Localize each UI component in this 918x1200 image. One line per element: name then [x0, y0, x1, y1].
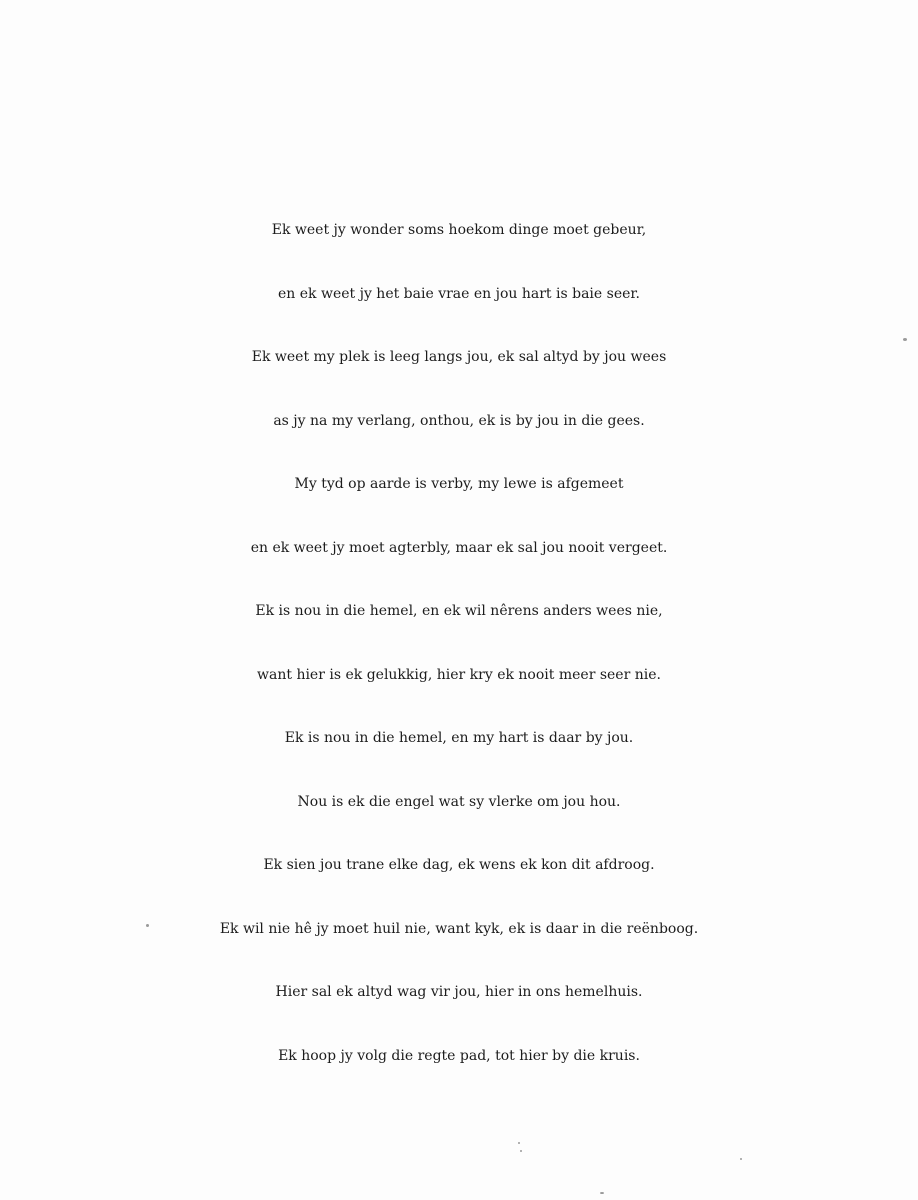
scan-speck [146, 924, 149, 927]
poem-line: Nou is ek die engel wat sy vlerke om jou hou. [297, 793, 621, 810]
scan-speck [518, 1142, 520, 1144]
poem-line: Ek is nou in die hemel, en ek wil nêrens anders wees nie, [255, 603, 663, 619]
poem-line: as jy na my verlang, onthou, ek is by jou in die gees. [273, 412, 645, 429]
scan-speck [903, 338, 907, 341]
poem-line: Ek wil nie hê jy moet huil nie, want kyk, ek is daar in die reënboog. [219, 920, 699, 937]
poem [0, 210, 918, 1099]
poem-line: Ek is nou in die hemel, en my hart is daar by jou. [284, 730, 634, 746]
poem-line: Ek hoop jy volg die regte pad, tot hier by die kruis. [278, 1047, 640, 1064]
poem-line: en ek weet jy moet agterbly, maar ek sal jou nooit vergeet. [250, 539, 668, 556]
poem-line: Ek weet my plek is leeg langs jou, ek sal altyd by jou wees [251, 349, 667, 365]
poem-line: want hier is ek gelukkig, hier kry ek nooit meer seer nie. [257, 666, 661, 683]
scan-speck [740, 1158, 742, 1160]
scan-speck [600, 1192, 604, 1194]
poem-line: Hier sal ek altyd wag vir jou, hier in ons hemelhuis. [275, 984, 643, 1000]
poem-line: My tyd op aarde is verby, my lewe is afgemeet [294, 476, 624, 492]
poem-line: Ek weet jy wonder soms hoekom dinge moet gebeur, [271, 222, 647, 238]
scan-speck [520, 1150, 522, 1152]
poem-line: en ek weet jy het baie vrae en jou hart is baie seer. [278, 285, 640, 302]
poem-line: Ek sien jou trane elke dag, ek wens ek kon dit afdroog. [263, 857, 655, 873]
